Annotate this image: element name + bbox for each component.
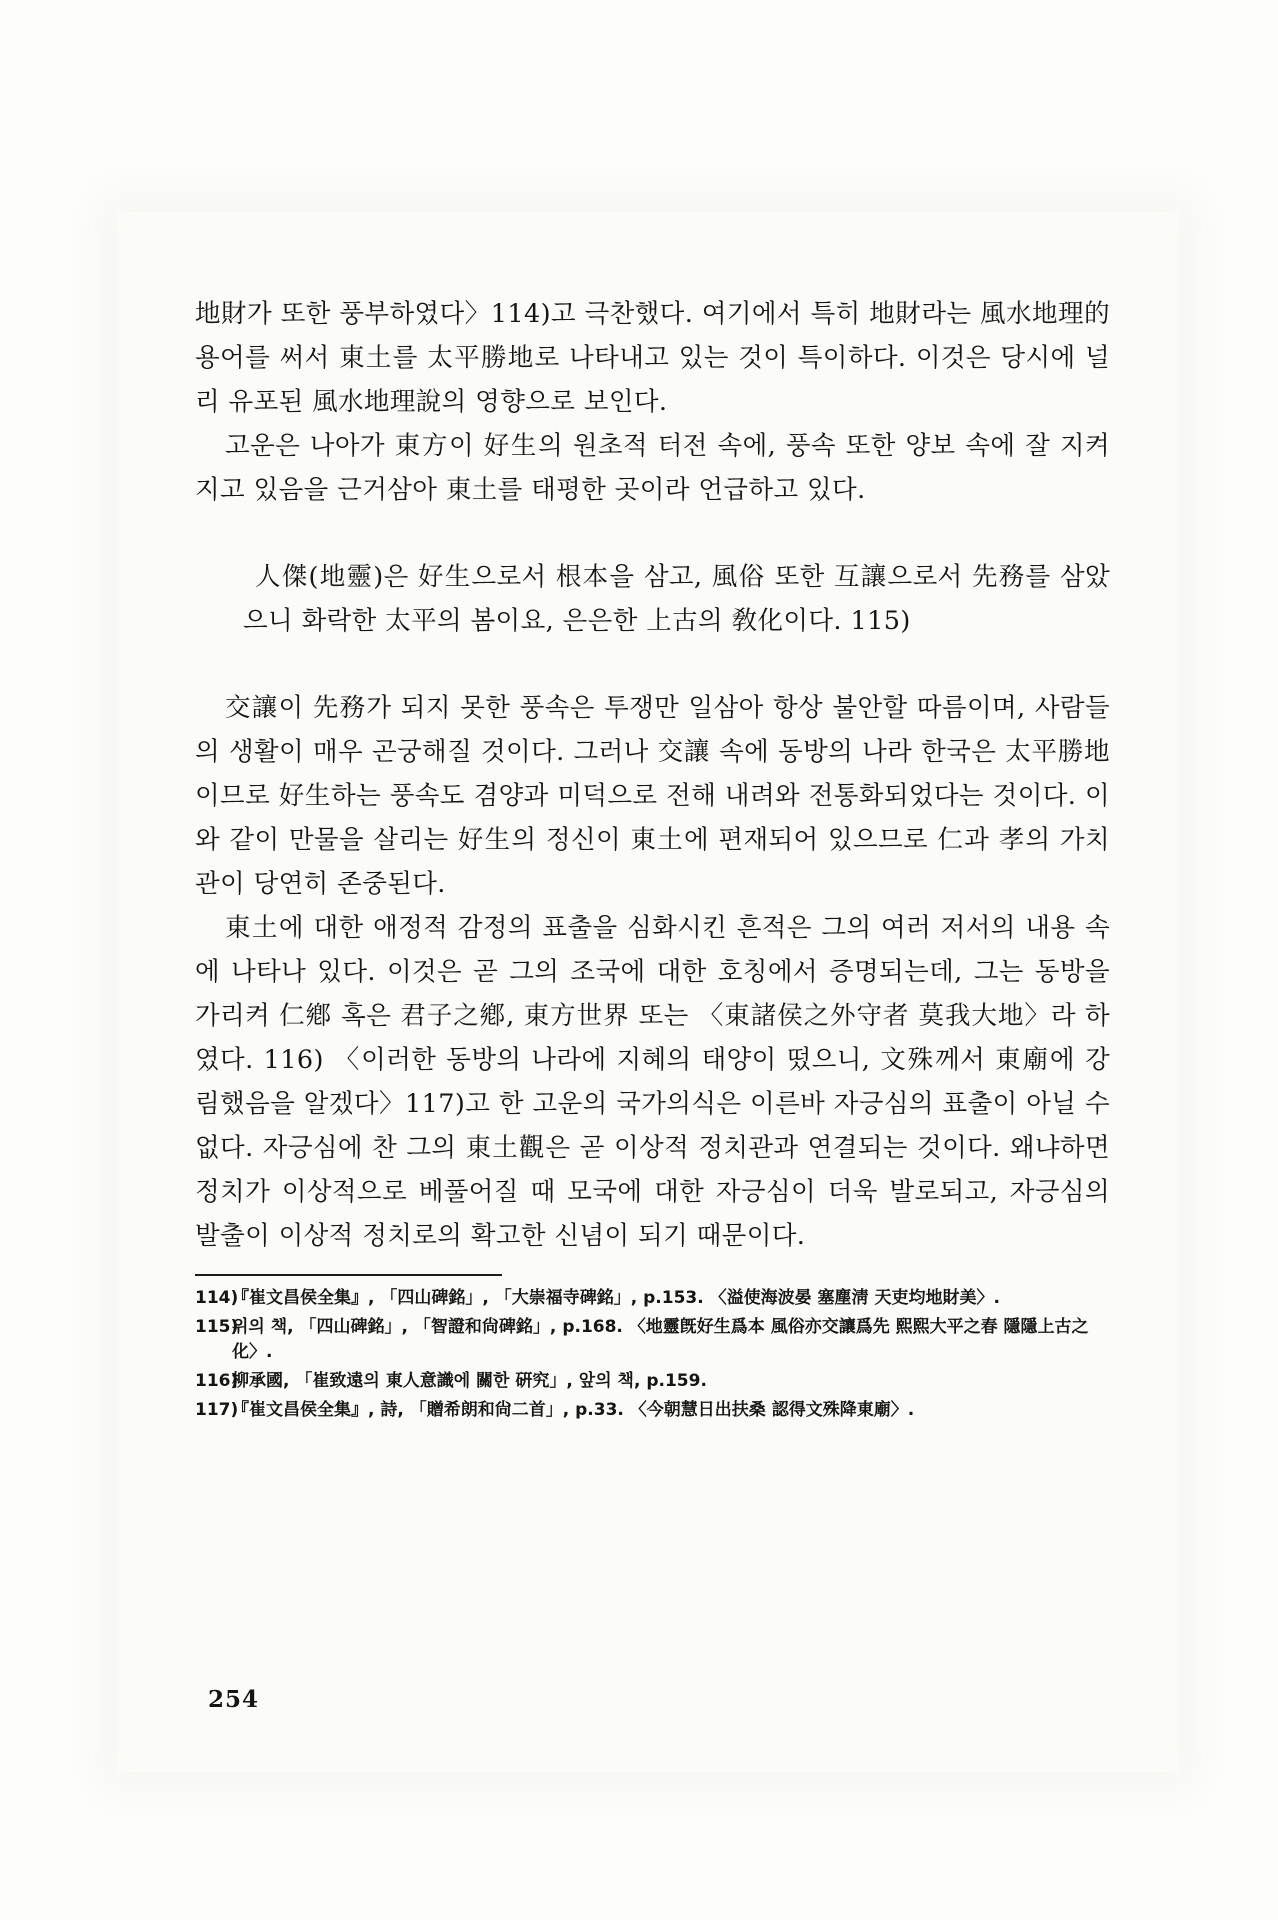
footnote-text: 위의 책, 「四山碑銘」, 「智證和尙碑銘」, p.168. 〈地靈旣好生爲本 風俗亦交讓爲先 熙熙大平之春 隱隱上古之化〉. — [232, 1317, 1089, 1362]
block-quote: 人傑(地靈)은 好生으로서 根本을 삼고, 風俗 또한 互讓으로서 先務를 삼았으니 화락한 太平의 봄이요, 은은한 上古의 敎化이다. 115) — [243, 562, 1110, 636]
footnote-115 — [195, 1315, 1110, 1365]
footnote-text: 柳承國, 「崔致遠의 東人意識에 關한 硏究」, 앞의 책, p.159. — [232, 1371, 707, 1391]
footnote-number: 115) — [195, 1317, 239, 1337]
text-column — [195, 292, 1110, 1427]
footnotes — [195, 1286, 1110, 1423]
footnote-number: 117) — [195, 1400, 239, 1420]
paragraph-2: 고운은 나아가 東方이 好生의 원초적 터전 속에, 풍속 또한 양보 속에 잘 지켜지고 있음을 근거삼아 東土를 태평한 곳이라 언급하고 있다. — [195, 431, 1110, 505]
footnote-divider — [195, 1274, 502, 1276]
paragraph-3: 交讓이 先務가 되지 못한 풍속은 투쟁만 일삼아 항상 불안할 따름이며, 사람들의 생활이 매우 곤궁해질 것이다. 그러나 交讓 속에 동방의 나라 한국은 太平勝地이므로 好生하는 풍속도 겸양과 미덕으로 전해 내려와 전통화되었다는 것이다. 이와 같이 만물을 살리는 好生의 정신이 東土에 편재되어 있으므로 仁과 孝의 가치관이 당연히 존중된다. — [195, 693, 1110, 899]
footnote-text: 『崔文昌侯全集』, 詩, 「贈希朗和尙二首」, p.33. 〈今朝慧日出扶桑 認得文殊降東廟〉. — [232, 1400, 915, 1420]
footnote-116 — [195, 1369, 1110, 1394]
paragraph-1: 地財가 또한 풍부하였다〉114)고 극찬했다. 여기에서 특히 地財라는 風水地理的 용어를 써서 東土를 太平勝地로 나타내고 있는 것이 특이하다. 이것은 당시에 널리 유포된 風水地理說의 영향으로 보인다. — [195, 299, 1110, 417]
page-number: 254 — [208, 1686, 260, 1713]
footnote-number: 116) — [195, 1371, 239, 1391]
footnote-text: 『崔文昌侯全集』, 「四山碑銘」, 「大崇福寺碑銘」, p.153. 〈溢使海波晏 塞塵淸 天吏均地財美〉. — [232, 1288, 1000, 1308]
footnote-117 — [195, 1398, 1110, 1423]
footnote-114 — [195, 1286, 1110, 1311]
footnote-number: 114) — [195, 1288, 239, 1308]
paragraph-4: 東土에 대한 애정적 감정의 표출을 심화시킨 흔적은 그의 여러 저서의 내용 속에 나타나 있다. 이것은 곧 그의 조국에 대한 호칭에서 증명되는데, 그는 동방을 가리켜 仁鄕 혹은 君子之鄕, 東方世界 또는 〈東諸侯之外守者 莫我大地〉라 하였다. 116) 〈이러한 동방의 나라에 지혜의 태양이 떴으니, 文殊께서 東廟에 강림했음을 알겠다〉117)고 한 고운의 국가의식은 이른바 자긍심의 표출이 아닐 수 없다. 자긍심에 찬 그의 東土觀은 곧 이상적 정치관과 연결되는 것이다. 왜냐하면 정치가 이상적으로 베풀어질 때 모국에 대한 자긍심이 더욱 발로되고, 자긍심의 발출이 이상적 정치로의 확고한 신념이 되기 때문이다. — [195, 913, 1110, 1251]
